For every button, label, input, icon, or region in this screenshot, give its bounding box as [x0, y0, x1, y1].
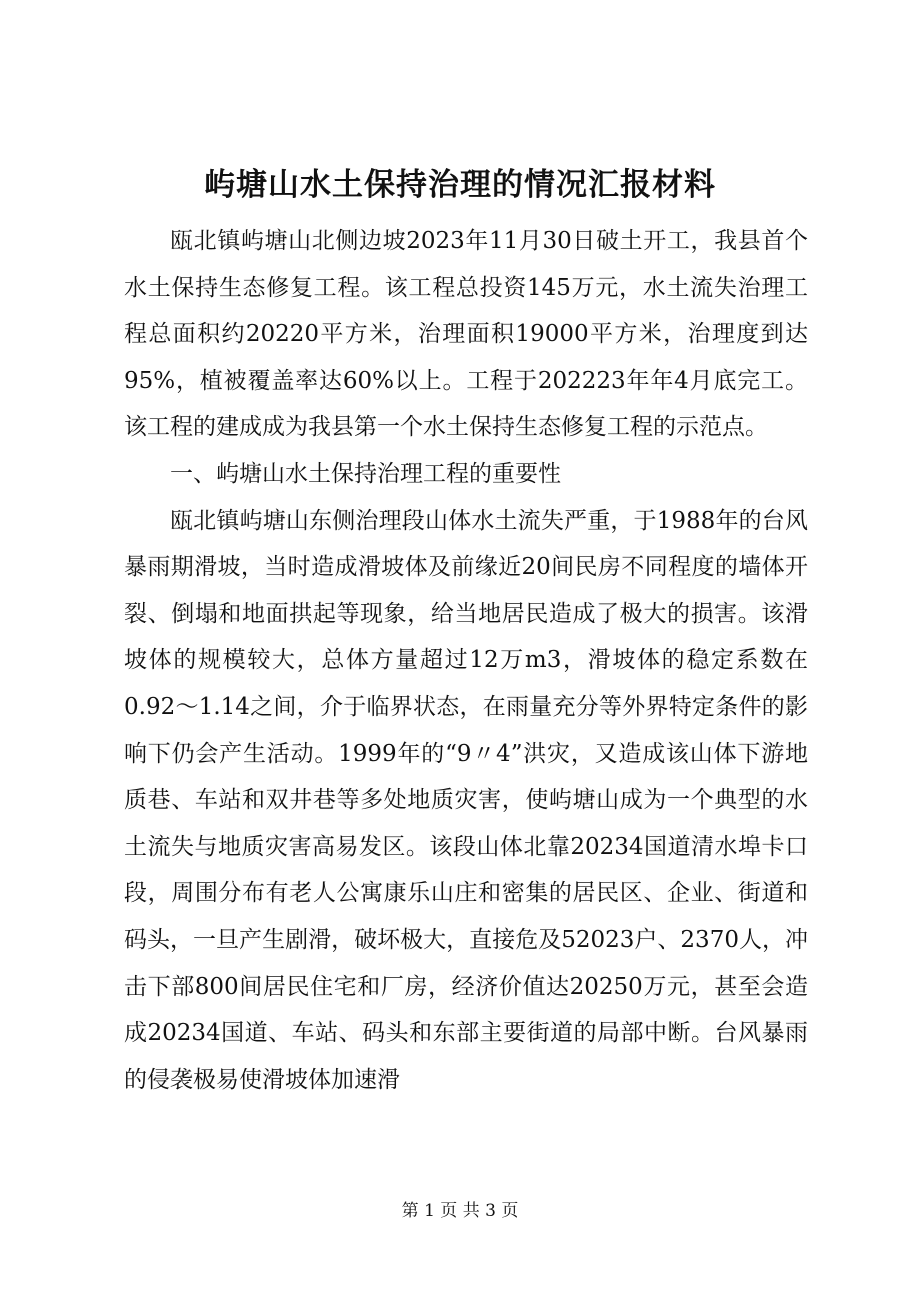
document-body — [124, 218, 808, 1103]
body-paragraph: 瓯北镇屿塘山东侧治理段山体水土流失严重，于1988年的台风暴雨期滑坡，当时造成滑坡体及前缘近20间民房不同程度的墙体开裂、倒塌和地面拱起等现象，给当地居民造成了极大的损害。该滑坡体的规模较大，总体方量超过12万m3，滑坡体的稳定系数在0.92～1.14之间，介于临界状态，在雨量充分等外界特定条件的影响下仍会产生活动。1999年的“9〃4”洪灾，又造成该山体下游地质巷、车站和双井巷等多处地质灾害，使屿塘山成为一个典型的水土流失与地质灾害高易发区。该段山体北靠20234国道清水埠卡口段，周围分布有老人公寓康乐山庄和密集的居民区、企业、街道和码头，一旦产生剧滑，破坏极大，直接危及52023户、2370人，冲击下部800间居民住宅和厂房，经济价值达20250万元，甚至会造成20234国道、车站、码头和东部主要街道的局部中断。台风暴雨的侵袭极易使滑坡体加速滑 — [124, 507, 808, 1093]
section-heading: 一、屿塘山水土保持治理工程的重要性 — [170, 460, 561, 487]
page-footer: 第 1 页 共 3 页 — [401, 1201, 519, 1221]
document-title: 屿塘山水土保持治理的情况汇报材料 — [204, 167, 716, 203]
intro-paragraph: 瓯北镇屿塘山北侧边坡2023年11月30日破土开工，我县首个水土保持生态修复工程。该工程总投资145万元，水土流失治理工程总面积约20220平方米，治理面积19000平方米，治理度到达95%，植被覆盖率达60%以上。工程于202223年年4月底完工。该工程的建成成为我县第一个水土保持生态修复工程的示范点。 — [124, 228, 808, 441]
